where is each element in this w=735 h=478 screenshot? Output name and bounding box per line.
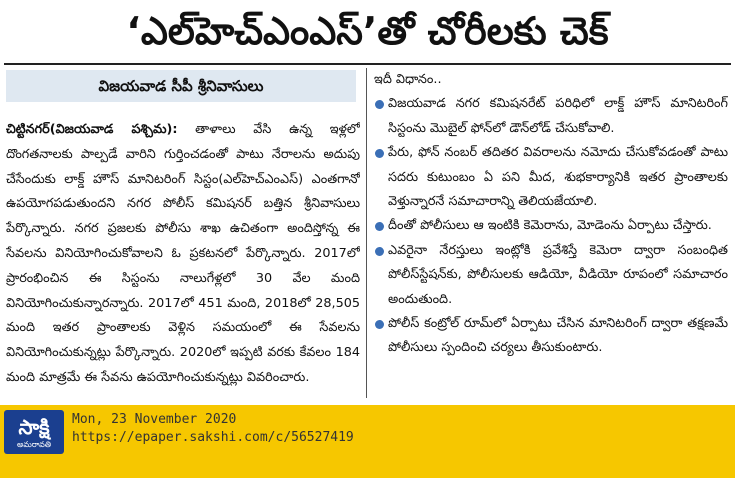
article-paragraph [6,118,360,391]
publish-date: Mon, 23 November 2020 [72,412,237,427]
epaper-url[interactable]: https://epaper.sakshi.com/c/56527419 [72,430,354,445]
procedure-intro: ఇదీ విధానం.. [374,72,442,87]
epaper-footer [0,405,735,478]
bullet-icon [375,320,384,329]
procedure-step [374,312,728,361]
bullet-icon [375,100,384,109]
byline: విజయవాడ సీపీ శ్రీనివాసులు [6,70,356,102]
headline: ‘ఎల్‌హెచ్‌ఎంఎస్’తో చోరీలకు చెక్ [126,9,609,53]
logo-text: సాక్షి [18,415,50,439]
procedure-step-text: పోలీస్ కంట్రోల్ రూమ్‌లో ఏర్పాటు చేసిన మానిటరింగ్ ద్వారా తక్షణమే పోలీసులు స్పందించి చర్యలు తీసుకుంటారు. [388,316,728,356]
procedure-step [374,141,728,214]
bullet-icon [375,222,384,231]
article-column [6,118,360,400]
article-body: తాళాలు వేసి ఉన్న ఇళ్లలో దొంగతనాలకు పాల్పడే వారిని గుర్తించడంతో పాటు నేరాలను అదుపు చేసేందుకు లాక్డ్ హౌస్ మానిటరింగ్ సిస్టం(ఎల్‌హెచ్‌ఎంఎస్) ఎంతగానో ఉపయోగపడుతుందని నగర పోలీస్ కమిషనర్ బత్తిన శ్రీనివాసులు పేర్కొన్నారు. నగర ప్రజలకు పోలీసు శాఖ ఉచితంగా అందిస్తోన్న ఈ సేవలను వినియోగించుకోవాలని ఓ ప్రకటనలో పేర్కొన్నారు. 2017లో ప్రారంభించిన ఈ సిస్టంను నాలుగేళ్లలో 30 వేల మంది వినియోగించుకున్నారన్నారు. 2017లో 451 మంది, 2018లో 28,505 మంది ఇతర ప్రాంతాలకు వెళ్లిన సమయంలో ఈ సేవలను వినియోగించుకున్నట్లు పేర్కొన్నారు. 2020లో ఇప్పటి వరకు కేవలం 184 మంది మాత్రమే ఈ సేవను ఉపయోగించుకున్నట్లు వివరించారు. [6,122,360,385]
procedure-step [374,214,728,238]
headline-divider [4,63,731,65]
procedure-steps [374,92,728,360]
procedure-step [374,239,728,312]
procedure-column [374,68,728,402]
sakshi-logo [4,410,64,454]
procedure-step-text: దీంతో పోలీసులు ఆ ఇంటికి కెమెరాను, మోడెంను ఏర్పాటు చేస్తారు. [388,218,712,234]
procedure-step-text: పేరు, ఫోన్ నంబర్ తదితర వివరాలను నమోదు చేసుకోవడంతో పాటు సదరు కుటుంబం ఏ పని మీద, శుభకార్యానికి ఇతర ప్రాంతాలకు వెళ్తున్నారనే సమాచారాన్ని తెలియజేయాలి. [388,145,728,210]
procedure-step [374,92,728,141]
logo-subtext: అమరావతి [16,440,52,449]
procedure-step-text: విజయవాడ నగర కమిషనరేట్ పరిధిలో లాక్డ్ హౌస్ మానిటరింగ్ సిస్టంను మొబైల్ ఫోన్‌లో డౌన్‌లోడ్ చేసుకోవాలి. [388,96,728,136]
footer-meta [72,411,354,447]
column-divider [366,68,367,398]
bullet-icon [375,149,384,158]
dateline: చిట్టినగర్(విజయవాడ పశ్చిమ): [6,122,178,137]
bullet-icon [375,247,384,256]
procedure-step-text: ఎవరైనా నేరస్తులు ఇంట్లోకి ప్రవేశిస్తే కెమెరా ద్వారా సంబంధిత పోలీస్‌స్టేషన్‌కు, పోలీసులకు ఆడియో, వీడియో రూపంలో సమాచారం అందుతుంది. [388,242,728,307]
